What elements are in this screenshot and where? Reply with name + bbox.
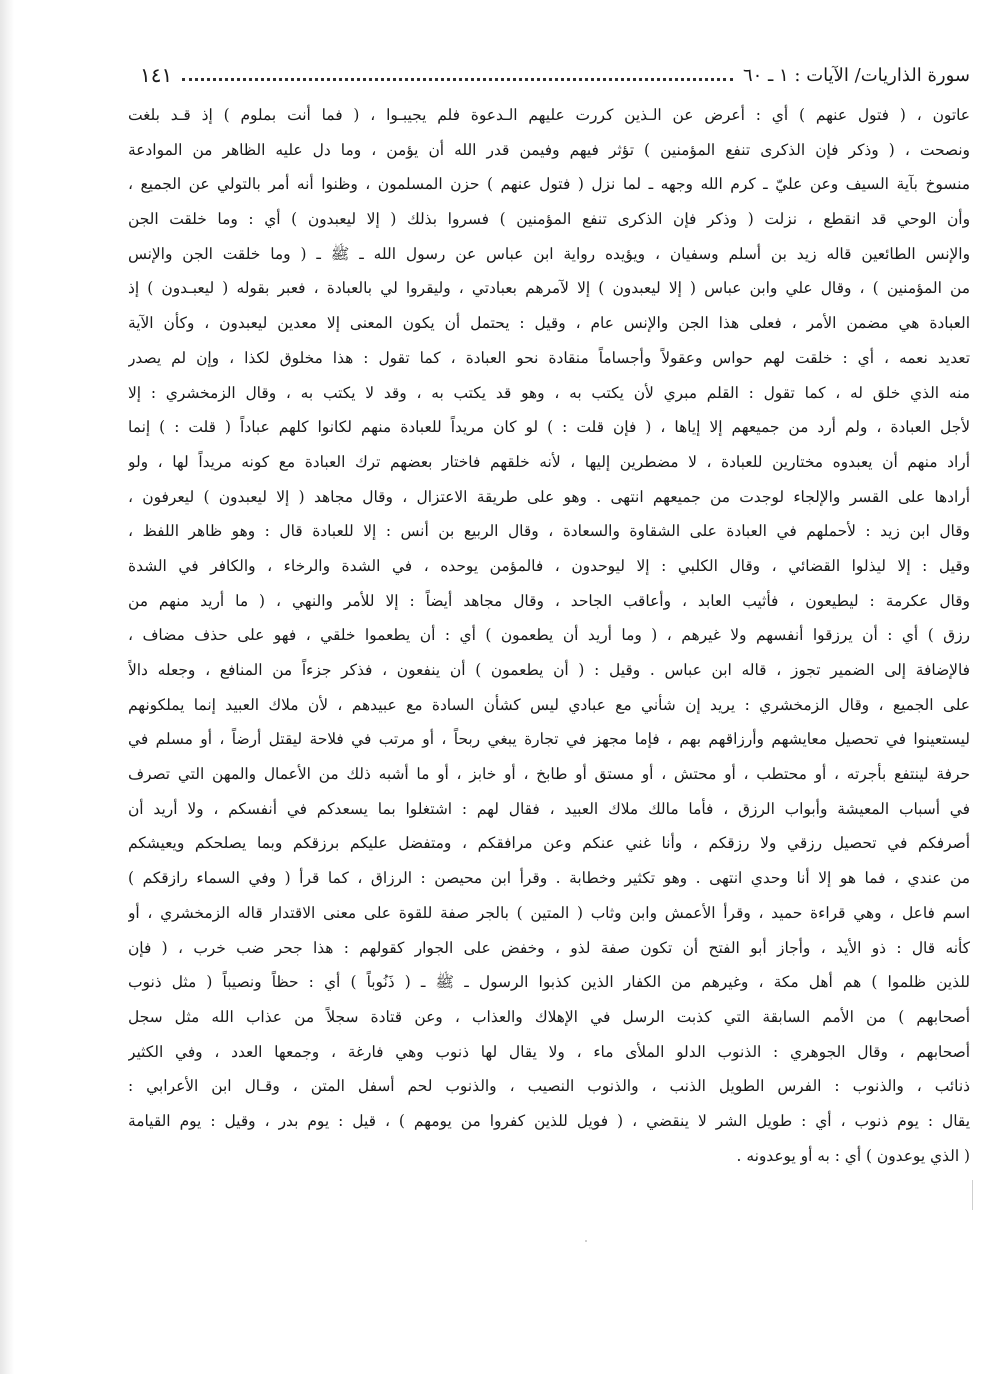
- text-line: عاتون ، ( فتول عنهم ) أي : أعرض عن الـذين كررت عليهم الـدعوة فلم يجيبـوا ، ( فما أنت بملوم ) إذ قـد بلغت: [128, 106, 970, 124]
- text-line: العبادة هي مضمن الأمر ، فعلى هذا الجن والإنس عام ، وقيل : يحتمل أن يكون المعنى إلا معدين ليعبدون ، وكأن الآية: [128, 314, 970, 333]
- text-line: وقال ابن زيد : لأحملهم في العبادة على الشقاوة والسعادة ، وقال الربيع بن أنس : إلا للعبادة قال : وهو ظاهر اللفظ ،: [128, 522, 970, 541]
- text-line: أراد منهم أن يعبدوه مختارين للعبادة ، لا مضطرين إليها ، لأنه خلقهم فاختار بعضهم ترك العبادة مع كونه مريداً لها ، ولو: [128, 452, 970, 471]
- commentary-text: [128, 98, 970, 1173]
- text-line: للذين ظلموا ) هم أهل مكة ، وغيرهم من الكفار الذين كذبوا الرسول ـ ﷺ ـ ( ذَنُوباً ) أي : حظاً ونصيباً ( مثل ذنوب: [128, 973, 970, 992]
- surah-heading: سورة الذاريات/ الآيات : ١ ـ ٦٠: [742, 64, 970, 86]
- text-line: تعديد نعمه ، أي : خلقت لهم حواس وعقولاً وأجساماً منقادة نحو العبادة ، كما تقول : هذا مخلوق لكذا ، وإن لم يصدر: [128, 348, 970, 367]
- text-line: منسوخ بآية السيف وعن عليّ ـ كرم الله وجهه ـ لما نزل ( فتول عنهم ) حزن المسلمون ، وظنوا أنه أمر بالتولي عن الجميع ،: [128, 175, 970, 194]
- text-line: وقيل : إلا ليذلوا القضائي ، وقال الكلبي : إلا ليوحدون ، فالمؤمن يوحده ، في الشدة والرخاء ، والكافر في الشدة: [128, 556, 970, 575]
- text-line: يقال : يوم ذنوب ، أي : طويل الشر لا ينقضي ، ( فويل للذين كفروا من يومهم ) ، قيل : يوم بدر ، وقيل : يوم القيامة: [128, 1111, 970, 1130]
- text-line: في أسباب المعيشة وأبواب الرزق ، فأما مالك ملاك العبيد ، فقال لهم : اشتغلوا بما يسعدكم في أنفسكم ، ولا أريد أن: [128, 799, 970, 818]
- text-line: حرفة لينتفع بأجرته ، أو محتطب ، أو محتش ، أو مستق أو طابخ ، أو خابز ، أو ما أشبه ذلك من الأعمال والمهن التي تصرف: [128, 765, 970, 784]
- running-header: [140, 60, 970, 90]
- text-line: أصحابهم ، وقال الجوهري : الذنوب الدلو الملأى ماء ، ولا يقال لها ذنوب وهي فارغة ، وجمعها العدد ، وفي الكثير: [128, 1042, 970, 1061]
- text-line: ذنائب ، والذنوب : الفرس الطويل الذنب ، والذنوب النصيب ، والذنوب لحم أسفل المتن ، وقـال ابن الأعرابي :: [128, 1077, 970, 1096]
- text-line: فالإضافة إلى الضمير تجوز ، قاله ابن عباس . وقيل : ( أن يطعمون ) أن ينفعون ، فذكر جزءاً من المنافع ، وجعله دالاً: [128, 661, 970, 679]
- text-line: من عندي ، فما هو إلا أنا وحدي انتهى . وهو تكثير وخطابة . وقرأ ابن محيصن : الرزاق ، كما قرأ ( وفي السماء رازقكم ): [128, 869, 970, 888]
- text-line: أصحابهم ) من الأمم السابقة التي كذبت الرسل في الإهلاك والعذاب ، وعن قتادة سجلاً من عذاب الله مثل سجل: [128, 1007, 970, 1026]
- text-line: والإنس الطائعين قاله زيد بن أسلم وسفيان ، ويؤيده رواية ابن عباس عن رسول الله ـ ﷺ ـ ( وما خلقت الجن والإنس: [128, 244, 970, 263]
- scan-speck: [585, 1240, 587, 1242]
- text-line: وقال عكرمة : ليطيعون ، فأثيب العابد ، وأعاقب الجاحد ، وقال مجاهد أيضاً : إلا للأمر والنهي ، ( ما أريد منهم من: [128, 591, 970, 610]
- text-line: رزق ) أي : أن يرزقوا أنفسهم ولا غيرهم ، ( وما أريد أن يطعمون ) أي : أن يطعموا خلقي ، فهو على حذف مضاف ،: [128, 626, 970, 645]
- text-line: على الجميع ، وقال الزمخشري : يريد إن شأني مع عبادي ليس كشأن السادة مع عبيدهم ، لأن ملاك العبيد إنما يملكونهم: [128, 695, 970, 714]
- text-line: ليستعينوا في تحصيل معايشهم وأرزاقهم بهم ، فإما مجهز في تجارة يبغي ربحاً ، أو مرتب في فلاحة ليقتل أرضاً ، أو مسلم في: [128, 730, 970, 749]
- text-line-final: ( الذي يوعدون ) أي : به أو يوعدونه .: [736, 1146, 970, 1165]
- text-line: لأجل العبادة ، ولم أرد من جميعهم إلا إياها ، ( فإن قلت : ) لو كان مريداً للعبادة منهم لكانوا كلهم عباداً ( قلت : ) إنما: [128, 418, 970, 437]
- text-line: كأنه قال : ذو الأيد ، وأجاز أبو الفتح أن تكون صفة لذو ، وخفض على الجوار كقولهم : هذا جحر ضب خرب ، ( فإن: [128, 938, 970, 957]
- text-line: وأن الوحي قد انقطع ، نزلت ( وذكر فإن الذكرى تنفع المؤمنين ) فسروا بذلك ( إلا ليعبدون ) أي : وما خلقت الجن: [128, 210, 970, 229]
- dotted-leader: [182, 78, 733, 81]
- text-line: من المؤمنين ) ، وقال علي وابن عباس ( إلا ليعبدون ) إلا لآمرهم بعبادتي ، وليقروا لي بالعبادة ، فعبر بقوله ( ليعبـدون ) إذ: [128, 279, 970, 298]
- scan-gutter-shadow: [0, 0, 14, 1374]
- text-line: أرادها على القسر والإلجاء لوجدت من جميعهم انتهى . وهو على طريقة الاعتزال ، وقال مجاهد ( إلا ليعبدون ) ليعرفون ،: [128, 487, 970, 506]
- text-line: اسم فاعل ، وهي قراءة حميد ، وقرأ الأعمش وابن وثاب ( المتين ) بالجر صفة للقوة على معنى الاقتدار قاله الزمخشري ، أو: [128, 903, 970, 922]
- page-number: ١٤١: [140, 63, 173, 87]
- scan-speck: [972, 1180, 973, 1210]
- text-line: أصرفكم في تحصيل رزقي ولا رزقكم ، وأنا غني عنكم وعن مرافقكم ، ومتفضل عليكم برزقكم وبما يصلحكم ويعيشكم: [128, 834, 970, 853]
- text-line: ونصحت ، ( وذكر فإن الذكرى تنفع المؤمنين ) تؤثر فيهم وفيمن قدر الله أن يؤمن ، وما دل عليه الظاهر من الموادعة: [128, 140, 970, 159]
- text-line: منه الذي خلق له ، كما تقول : القلم مبري لأن يكتب به ، وهو قد يكتب به ، وقد لا يكتب به ، وقال الزمخشري : إلا: [128, 383, 970, 402]
